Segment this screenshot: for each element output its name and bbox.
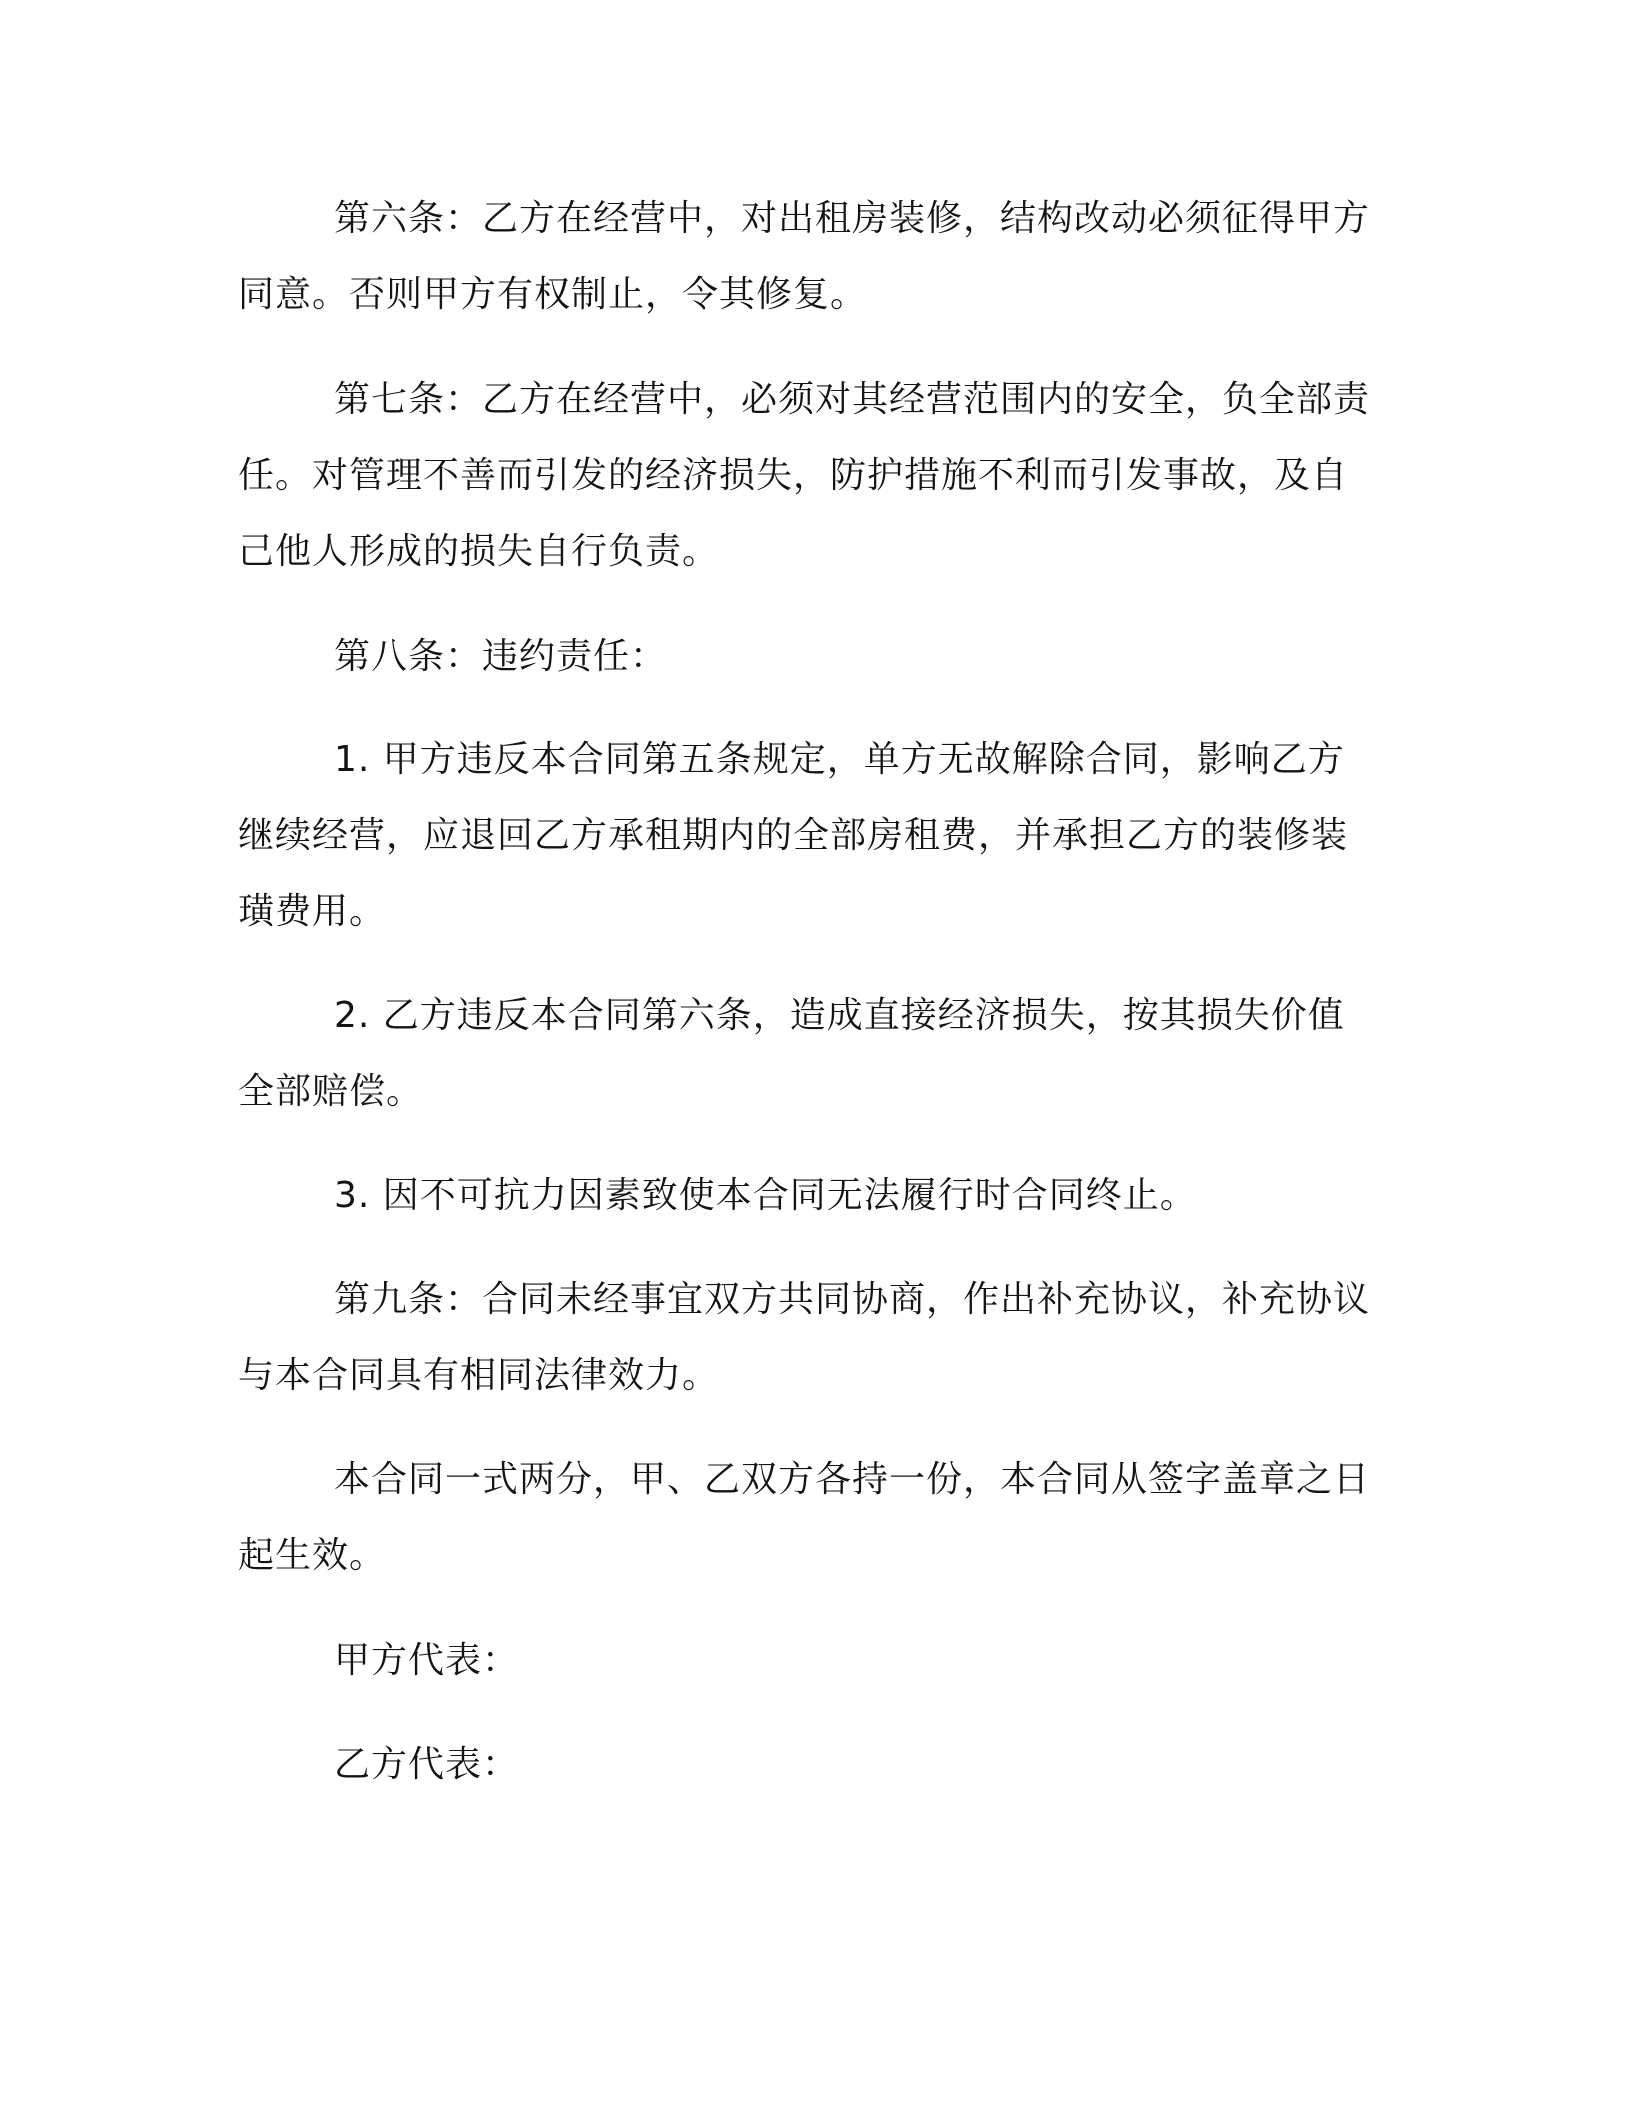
article-9-paragraph: 第九条：合同未经事宜双方共同协商，作出补充协议，补充协议与本合同具有相同法律效力。 — [238, 1279, 1371, 1396]
party-a-representative: 甲方代表： — [334, 1640, 520, 1681]
article-8-clause-1: 1. 甲方违反本合同第五条规定，单方无故解除合同，影响乙方继续经营，应退回乙方承租期内的全部房租费，并承担乙方的装修装璜费用。 — [238, 739, 1349, 932]
article-8-clause-2: 2. 乙方违反本合同第六条，造成直接经济损失，按其损失价值全部赔偿。 — [238, 995, 1345, 1112]
article-8-heading: 第八条：违约责任： — [334, 636, 668, 677]
party-b-representative: 乙方代表： — [334, 1744, 520, 1785]
article-6-paragraph: 第六条：乙方在经营中，对出租房装修，结构改动必须征得甲方同意。否则甲方有权制止，令其修复。 — [238, 198, 1371, 315]
article-7-paragraph: 第七条：乙方在经营中，必须对其经营范围内的安全，负全部责任。对管理不善而引发的经济损失，防护措施不利而引发事故，及自己他人形成的损失自行负责。 — [238, 379, 1371, 572]
article-8-clause-3: 3. 因不可抗力因素致使本合同无法履行时合同终止。 — [334, 1175, 1197, 1216]
contract-copies-paragraph: 本合同一式两分，甲、乙双方各持一份，本合同从签字盖章之日起生效。 — [238, 1459, 1371, 1576]
